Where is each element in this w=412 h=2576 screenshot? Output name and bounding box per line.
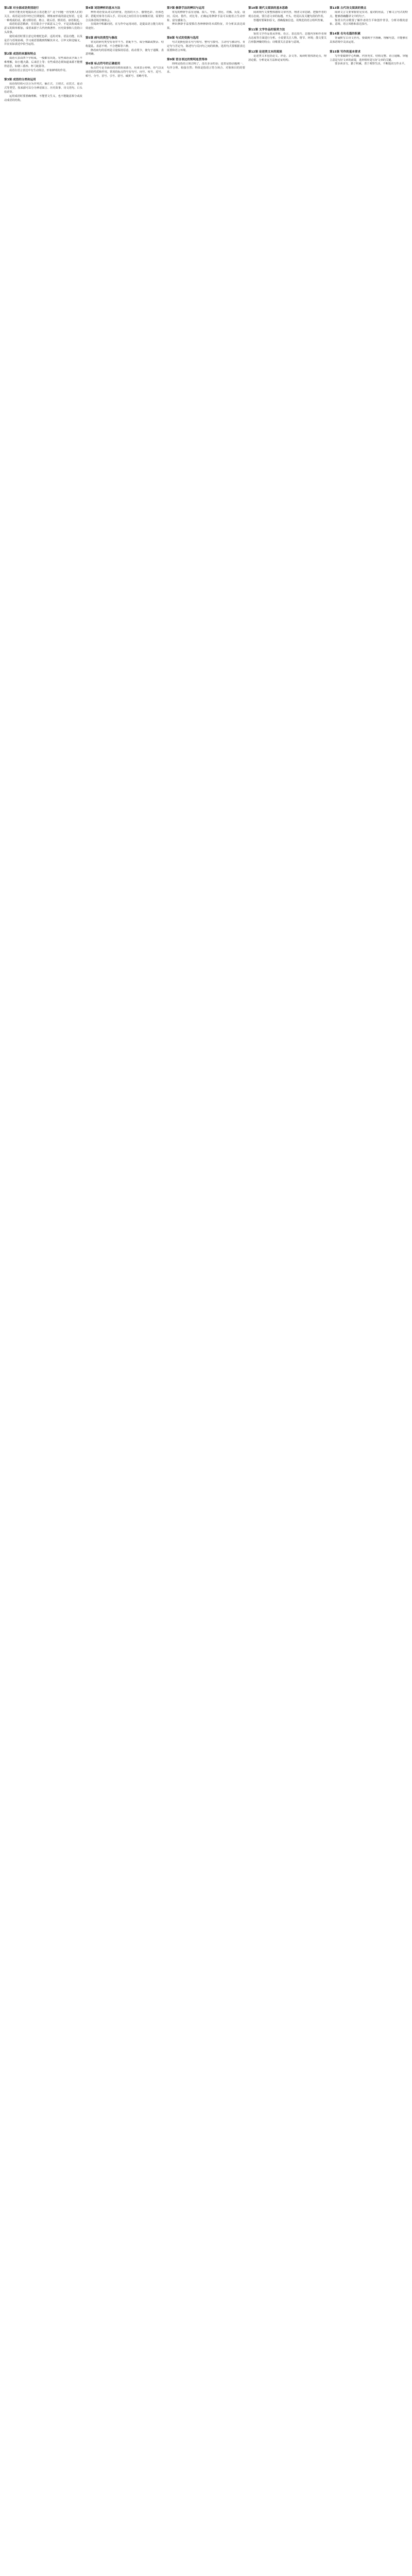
lesson-title: 第13课 古代诗文阅读的要点 [330, 7, 367, 10]
lesson-body [85, 11, 164, 31]
lesson-section [330, 50, 408, 66]
lesson-section [167, 58, 245, 74]
lesson-section [85, 62, 164, 78]
lesson-section [85, 36, 164, 57]
paragraph: 在阅读中积累词语，在写作中运用词语，是提高语言能力的有效途径。 [85, 23, 164, 30]
paragraph: 答题时要紧扣原文，准确提取信息，用规范的语言组织答案。 [253, 19, 326, 22]
paragraph: 如何才能更好地提高语言表达能力？这个问题一直受到人们的关注。成语是汉语中经过长期使用、锤炼而形成的固定短语，它是一种现成的话，跟习惯用语、格言、歇后语、惯用语、谚语相近。 [4, 11, 82, 22]
paragraph: 成语在语言表达中有生动简洁、形象鲜明的作用。 [9, 69, 68, 72]
paragraph: 修改病句的原则是尽量保持原意，改动要少，使句子通顺、表意明确。 [85, 48, 164, 56]
paragraph: 标点符号是书面语的有机组成部分，用来表示停顿、语气以及词语的性质和作用。常用的标点符号有句号、问号、叹号、逗号、顿号、分号、冒号、引号、括号、破折号、省略号等。 [85, 66, 164, 78]
paragraph: 成语大多由四个字组成，一般都有出处。有些成语从字面上不难理解，如小题大做、后来居上等；有些成语必须知道来源才能懂得意思，如朝三暮四、杯弓蛇影等。 [4, 57, 82, 68]
lesson-title: 第12课 论述类文本的阅读 [248, 50, 282, 54]
lesson-title: 第2课 成语的来源和特点 [4, 53, 36, 56]
paragraph: 常见的病句类型有语序不当、搭配不当、成分残缺或赘余、结构混乱、表意不明、不合逻辑等六种。 [85, 40, 164, 48]
lesson-section [167, 36, 245, 53]
lesson-title: 第4课 词语辨析的基本方法 [85, 7, 121, 10]
paragraph: 辨识修辞手法要抓住各种修辞的本质特征，并分析其表达效果。 [167, 23, 245, 30]
lesson-section [4, 6, 82, 47]
lesson-title: 第1课 对全部成语类别进行 [4, 7, 39, 10]
lesson-body [248, 55, 327, 63]
lesson-body [4, 82, 82, 103]
paragraph: 阅读现代文要整体感知文章内容，理清文章思路，把握作者的观点态度。要注意文章的标题、开头、结尾以及关键句段的作用。 [248, 11, 327, 18]
lesson-section [4, 52, 82, 73]
lesson-section [248, 6, 327, 23]
lesson-section [248, 28, 327, 44]
lesson-title: 第6课 标点符号的正确使用 [85, 62, 121, 66]
lesson-title: 第14课 名句名篇的积累 [330, 32, 361, 36]
lesson-body [248, 11, 327, 23]
lesson-section [167, 6, 245, 31]
lesson-section [248, 50, 327, 63]
paragraph: 使用成语时要注意它的褒贬色彩、适用对象、语法功能，以及是否与语境协调。学习成语要做到理解其本义、引申义和比喻义，并在实际表达中恰当运用。 [4, 35, 82, 46]
lesson-body [167, 41, 245, 53]
lesson-body [330, 37, 408, 45]
column-1 [4, 6, 82, 2576]
paragraph: 常见的修辞手法有比喻、拟人、夸张、排比、对偶、反复、设问、反问、借代、对比等。正确运用修辞手法可以使语言生动形象、富有感染力。 [167, 11, 245, 22]
lesson-body [85, 66, 164, 78]
paragraph: 写作要做到中心明确、内容充实、结构完整、语言通顺。审题立意是写好文章的前提，选材组材是写好文章的关键。 [330, 54, 408, 62]
lesson-title: 第8课 句式的变换与选用 [167, 36, 199, 40]
lesson-title: 第7课 修辞手法的辨识与运用 [167, 7, 204, 10]
column-2 [85, 6, 164, 2576]
lesson-section [85, 6, 164, 31]
lesson-body [248, 32, 327, 44]
lesson-body [4, 11, 82, 47]
lesson-body [167, 62, 245, 74]
lesson-section [4, 78, 82, 103]
lesson-title: 第10课 现代文阅读的基本思路 [248, 7, 288, 10]
lesson-section [330, 32, 408, 45]
paragraph: 阅读文言文要掌握常见实词、虚词的用法，了解文言句式的特点，能够准确翻译文中的句子。 [330, 11, 408, 18]
lesson-body [330, 55, 408, 66]
paragraph: 成语按结构可以分为并列式、偏正式、主谓式、动宾式、连动式等类型。按来源可以分为神话寓言、历史故事、诗文语句、口头俗语等。 [4, 82, 82, 94]
paragraph: 鉴赏古代诗歌要了解作者的生平和创作背景，分析诗歌的意象、意境、语言风格和表达技巧。 [330, 19, 408, 26]
lesson-body [4, 57, 82, 73]
paragraph: 要多读多写，勤于积累，善于观察生活，不断提高写作水平。 [335, 62, 407, 66]
paragraph: 论述类文本包括论文、评论、杂文等。阅读时要找准论点，理清论据，分析论证方法和论证结构。 [248, 54, 327, 62]
paragraph: 鉴赏文学作品要从形象、语言、表达技巧、思想内容和作者观点态度等方面进行分析。小说要关注人物、情节、环境；散文要关注形散神聚的特点；诗歌要关注意象与意境。 [248, 32, 327, 44]
paragraph: 成语的意思精辟，往往隐含于字面意义之中，不是其构成成分意义的简单相加。成语来源于古代经典著作、历史故事和人们的口头故事。 [4, 23, 82, 34]
paragraph: 背诵默写古诗文名句，要做到字字准确，理解句意，并能够在具体语境中灵活运用。 [330, 37, 408, 44]
paragraph: 辨析词语要从词义的轻重、范围的大小、感情色彩、语体色彩、搭配对象等方面入手。同义词之间往往存在细微差别，需要结合具体语境仔细体会。 [85, 11, 164, 22]
column-5 [330, 6, 408, 2576]
lesson-body [85, 41, 164, 57]
lesson-title: 第5课 病句的类型与修改 [85, 36, 117, 40]
lesson-title: 第15课 写作的基本要求 [330, 50, 361, 54]
paragraph: 句式变换包括长句与短句、整句与散句、主动句与被动句、肯定句与否定句、陈述句与反问句之间的转换。选用句式要根据表达需要和语言环境。 [167, 40, 245, 52]
column-3 [167, 6, 245, 2576]
lesson-title: 第3课 成语的分类和运用 [4, 78, 36, 82]
lesson-section [330, 6, 408, 27]
paragraph: 运用成语时要准确理解，不能望文生义，也不能随意拆分或改动成语的结构。 [4, 94, 82, 102]
lesson-title: 第11课 文学作品的鉴赏方法 [248, 28, 285, 32]
lesson-title: 第9课 语言表达的简明连贯得体 [167, 58, 208, 62]
paragraph: 简明是指语言简洁明了，没有多余的话；连贯是指话题统一、句序合理、衔接自然；得体是指语言符合场合、对象和目的的要求。 [167, 62, 245, 74]
lesson-body [330, 11, 408, 27]
lesson-body [167, 11, 245, 31]
column-4 [248, 6, 327, 2576]
